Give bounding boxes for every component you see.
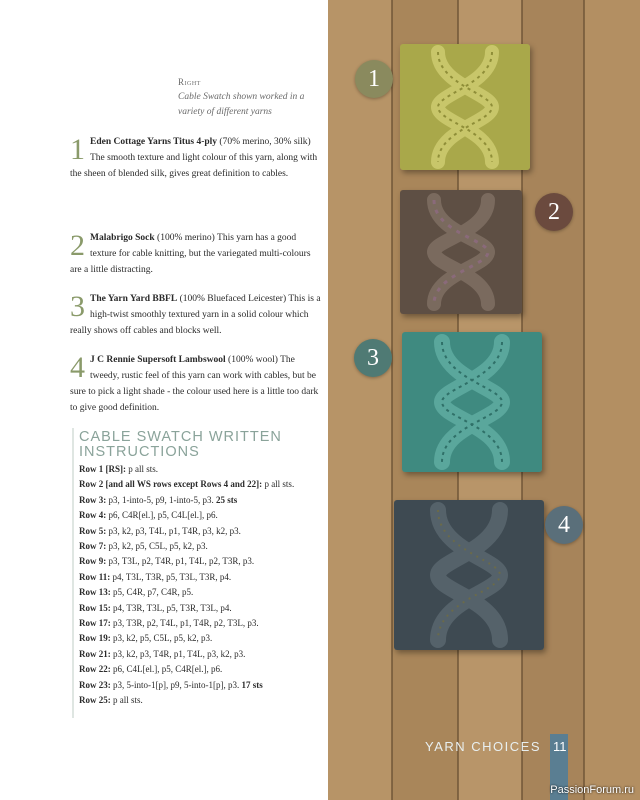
swatch-number-badge: 3 bbox=[354, 339, 392, 377]
section-rule bbox=[72, 428, 74, 718]
row-text: p6, C4R[el.], p5, C4L[el.], p6. bbox=[106, 510, 218, 521]
yarn-name: Eden Cottage Yarns Titus 4-ply bbox=[90, 137, 218, 147]
row-stitch-count: 17 sts bbox=[239, 679, 263, 690]
row-text: p4, T3L, T3R, p5, T3L, T3R, p4. bbox=[110, 571, 232, 582]
plank-seam bbox=[583, 0, 585, 800]
swatch-number-badge: 1 bbox=[355, 60, 393, 98]
row-label: Row 22: bbox=[79, 664, 111, 675]
row-text: p3, T3L, p2, T4R, p1, T4L, p2, T3R, p3. bbox=[106, 556, 255, 567]
row-text: p6, C4L[el.], p5, C4R[el.], p6. bbox=[110, 664, 223, 675]
row-text: p3, 1-into-5, p9, 1-into-5, p3. bbox=[106, 494, 214, 505]
yarn-fibre: (100% wool) bbox=[228, 355, 278, 365]
swatch-number-badge: 2 bbox=[535, 193, 573, 231]
row-label: Row 25: bbox=[79, 695, 111, 706]
watermark-text: PassionForum.ru bbox=[550, 784, 634, 796]
row-text: p3, k2, p5, C5L, p5, k2, p3. bbox=[106, 541, 208, 552]
yarn-entry-2 bbox=[70, 230, 322, 278]
wood-plank bbox=[328, 0, 392, 800]
cable-pattern bbox=[400, 44, 530, 170]
row-text: p all sts. bbox=[126, 464, 159, 474]
row-text: p5, C4R, p7, C4R, p5. bbox=[110, 587, 194, 598]
row-label: Row 15: bbox=[79, 602, 111, 613]
row-label: Row 3: bbox=[79, 494, 107, 505]
row-label: Row 23: bbox=[79, 679, 111, 690]
row-text: p4, T3R, T3L, p5, T3R, T3L, p4. bbox=[110, 602, 232, 613]
instruction-row bbox=[79, 539, 324, 554]
yarn-description: The tweedy, rustic feel of this yarn can work with cables, but be sure to pick a light shade - the colour used here is a little too dark to give good definition. bbox=[70, 355, 319, 413]
yarn-fibre: (100% Bluefaced Leicester) bbox=[179, 294, 287, 304]
yarn-name: J C Rennie Supersoft Lambswool bbox=[90, 355, 226, 365]
yarn-number: 3 bbox=[70, 290, 85, 323]
row-text: p3, k2, p3, T4R, p1, T4L, p3, k2, p3. bbox=[110, 648, 246, 659]
yarn-fibre: (100% merino) bbox=[157, 233, 215, 243]
row-label: Row 1 [RS]: bbox=[79, 464, 126, 474]
yarn-number: 1 bbox=[70, 133, 85, 166]
instruction-row bbox=[79, 631, 324, 646]
instruction-rows bbox=[79, 462, 324, 709]
row-label: Row 17: bbox=[79, 618, 111, 629]
instruction-row bbox=[79, 493, 324, 508]
row-label: Row 13: bbox=[79, 587, 111, 598]
instruction-row bbox=[79, 477, 324, 492]
cable-pattern bbox=[400, 190, 522, 314]
caption-label: Right bbox=[178, 77, 201, 87]
row-label: Row 4: bbox=[79, 510, 107, 521]
row-label: Row 5: bbox=[79, 525, 107, 536]
yarn-fibre: (70% merino, 30% silk) bbox=[219, 137, 311, 147]
instruction-row bbox=[79, 554, 324, 569]
yarn-description: This is a high-twist smoothly textured yarn in a solid colour which really shows off cables and blocks well. bbox=[70, 294, 321, 336]
instruction-row bbox=[79, 462, 324, 477]
instruction-row bbox=[79, 647, 324, 662]
row-label: Row 21: bbox=[79, 648, 111, 659]
yarn-entry-3 bbox=[70, 291, 322, 339]
instruction-row bbox=[79, 508, 324, 523]
row-text: p3, k2, p5, C5L, p5, k2, p3. bbox=[110, 633, 213, 644]
row-text: p3, T3R, p2, T4L, p1, T4R, p2, T3L, p3. bbox=[110, 618, 259, 629]
caption-text: Cable Swatch shown worked in a variety of different yarns bbox=[178, 92, 305, 117]
wood-plank bbox=[584, 0, 640, 800]
yarn-number: 4 bbox=[70, 351, 85, 384]
cable-pattern bbox=[394, 500, 544, 650]
photo-caption bbox=[178, 75, 323, 120]
swatch-3 bbox=[402, 332, 542, 472]
cable-pattern bbox=[402, 332, 542, 472]
instruction-row bbox=[79, 524, 324, 539]
yarn-name: Malabrigo Sock bbox=[90, 233, 155, 243]
swatch-photo bbox=[328, 0, 640, 800]
swatch-number-badge: 4 bbox=[545, 506, 583, 544]
row-label: Row 2 [and all WS rows except Rows 4 and 22]: bbox=[79, 479, 263, 490]
row-label: Row 19: bbox=[79, 633, 111, 644]
swatch-1 bbox=[400, 44, 530, 170]
swatch-4 bbox=[394, 500, 544, 650]
row-label: Row 7: bbox=[79, 541, 107, 552]
row-stitch-count: 25 sts bbox=[213, 494, 238, 505]
yarn-number: 2 bbox=[70, 229, 85, 262]
page-number: 11 bbox=[553, 739, 567, 754]
yarn-entry-1 bbox=[70, 134, 322, 182]
row-label: Row 9: bbox=[79, 556, 107, 567]
yarn-name: The Yarn Yard BBFL bbox=[90, 294, 178, 304]
section-footer-label: YARN CHOICES bbox=[425, 739, 541, 754]
swatch-2 bbox=[400, 190, 522, 314]
instructions-title: CABLE SWATCH WRITTEN INSTRUCTIONS bbox=[79, 429, 282, 460]
instruction-row bbox=[79, 570, 324, 585]
yarn-entry-4 bbox=[70, 352, 322, 416]
row-label: Row 11: bbox=[79, 571, 111, 582]
instruction-row bbox=[79, 601, 324, 616]
instruction-row bbox=[79, 693, 324, 708]
instruction-row bbox=[79, 662, 324, 677]
row-text: p all sts. bbox=[262, 479, 295, 490]
yarn-description: This yarn has a good texture for cable knitting, but the variegated multi-colours are a little distracting. bbox=[70, 233, 311, 275]
instruction-row bbox=[79, 616, 324, 631]
row-text: p3, k2, p3, T4L, p1, T4R, p3, k2, p3. bbox=[106, 525, 241, 536]
row-text: p all sts. bbox=[110, 695, 143, 706]
instruction-row bbox=[79, 585, 324, 600]
yarn-description: The smooth texture and light colour of this yarn, along with the sheen of blended silk, gives great definition to cables. bbox=[70, 153, 318, 179]
instruction-row bbox=[79, 678, 324, 693]
row-text: p3, 5-into-1[p], p9, 5-into-1[p], p3. bbox=[110, 679, 240, 690]
plank-seam bbox=[391, 0, 393, 800]
